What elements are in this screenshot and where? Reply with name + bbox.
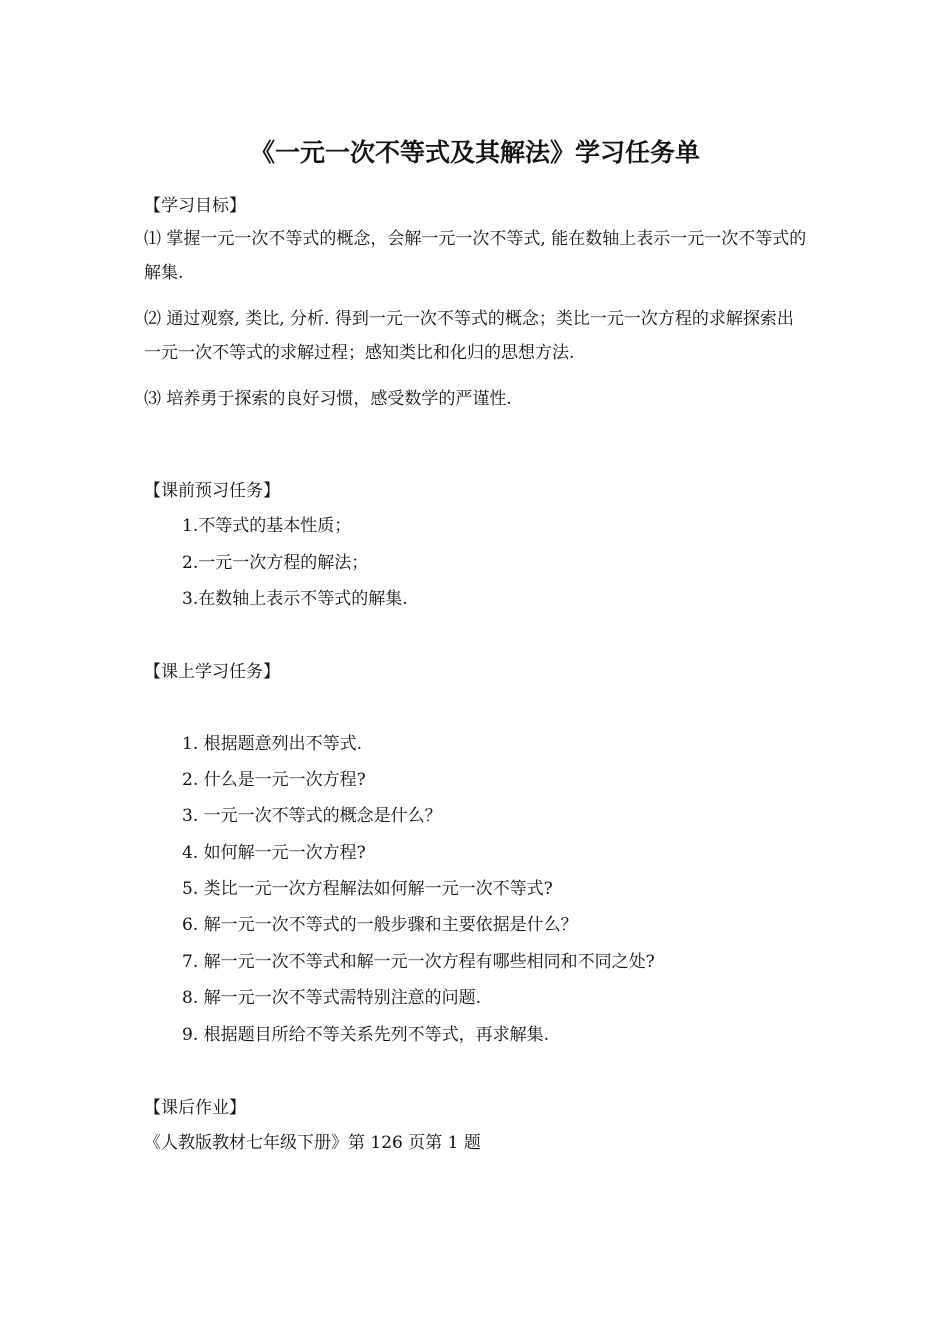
inclass-item-1: 1. 根据题意列出不等式. (182, 734, 363, 754)
inclass-item-5: 5. 类比一元一次方程解法如何解一元一次不等式? (182, 879, 553, 899)
inclass-heading: 【课上学习任务】 (144, 662, 280, 682)
inclass-item-4: 4. 如何解一元一次方程? (182, 843, 366, 863)
goal-item-1: ⑴ 掌握一元一次不等式的概念，会解一元一次不等式, 能在数轴上表示一元一次不等式的解集. (144, 229, 807, 283)
document-title: 《一元一次不等式及其解法》学习任务单 (249, 138, 700, 167)
goal-item-2: ⑵ 通过观察, 类比, 分析. 得到一元一次不等式的概念；类比一元一次方程的求解探索出一元一次不等式的求解过程；感知类比和化归的思想方法. (144, 309, 794, 363)
homework-text: 《人教版教材七年级下册》第 126 页第 1 题 (144, 1133, 481, 1153)
inclass-item-2: 2. 什么是一元一次方程? (182, 770, 366, 790)
preview-item-3: 3.在数轴上表示不等式的解集. (182, 589, 408, 609)
preview-item-2: 2.一元一次方程的解法； (182, 553, 369, 573)
goals-heading: 【学习目标】 (144, 196, 246, 216)
goal-item-3: ⑶ 培养勇于探索的良好习惯，感受数学的严谨性. (144, 389, 512, 409)
preview-item-1: 1.不等式的基本性质； (182, 516, 352, 536)
homework-heading: 【课后作业】 (144, 1098, 246, 1118)
inclass-item-7: 7. 解一元一次不等式和解一元一次方程有哪些相同和不同之处? (182, 952, 655, 972)
inclass-item-6: 6. 解一元一次不等式的一般步骤和主要依据是什么？ (182, 915, 578, 935)
inclass-item-3: 3. 一元一次不等式的概念是什么？ (182, 806, 442, 826)
inclass-item-8: 8. 解一元一次不等式需特别注意的问题. (182, 988, 482, 1008)
inclass-item-9: 9. 根据题目所给不等关系先列不等式，再求解集. (182, 1025, 550, 1045)
preview-heading: 【课前预习任务】 (144, 481, 280, 501)
